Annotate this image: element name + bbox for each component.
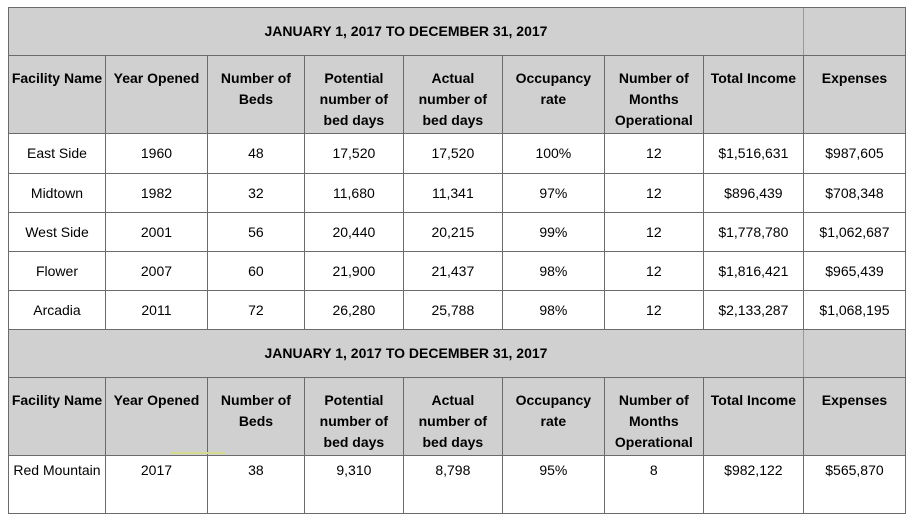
col-header: Number of Beds (207, 378, 304, 456)
cell: 38 (207, 456, 304, 514)
cell: 56 (207, 213, 304, 252)
cell: 17,520 (403, 134, 502, 174)
col-header: Number of Months Operational (604, 378, 703, 456)
col-header: Actual number of bed days (403, 378, 502, 456)
cell: 12 (604, 134, 703, 174)
cell: $987,605 (803, 134, 905, 174)
period-title: JANUARY 1, 2017 TO DECEMBER 31, 2017 (9, 8, 804, 56)
col-header: Potential number of bed days (304, 378, 403, 456)
cell: 21,437 (403, 252, 502, 291)
cell: $708,348 (803, 174, 905, 213)
period-title: JANUARY 1, 2017 TO DECEMBER 31, 2017 (9, 330, 804, 378)
cell: $2,133,287 (703, 291, 803, 330)
banner-spacer (803, 330, 905, 378)
cell: $965,439 (803, 252, 905, 291)
cell: 11,341 (403, 174, 502, 213)
table-row (9, 291, 906, 330)
cell: 98% (502, 291, 604, 330)
highlight-mark (171, 452, 225, 454)
cell: 98% (502, 252, 604, 291)
cell: 2001 (105, 213, 207, 252)
cell: 12 (604, 174, 703, 213)
header-row (9, 56, 906, 134)
cell: 1982 (105, 174, 207, 213)
cell: $1,816,421 (703, 252, 803, 291)
cell: 17,520 (304, 134, 403, 174)
col-header: Occupancy rate (502, 378, 604, 456)
cell: West Side (9, 213, 106, 252)
cell: 12 (604, 213, 703, 252)
cell: 60 (207, 252, 304, 291)
cell: Red Mountain (9, 456, 106, 514)
cell: $896,439 (703, 174, 803, 213)
cell: 8 (604, 456, 703, 514)
col-header: Total Income (703, 378, 803, 456)
header-row (9, 378, 906, 456)
cell: 72 (207, 291, 304, 330)
cell: 95% (502, 456, 604, 514)
col-header: Facility Name (9, 56, 106, 134)
cell: 25,788 (403, 291, 502, 330)
cell: Midtown (9, 174, 106, 213)
cell: 2011 (105, 291, 207, 330)
col-header: Number of Months Operational (604, 56, 703, 134)
col-header: Actual number of bed days (403, 56, 502, 134)
cell: $565,870 (803, 456, 905, 514)
cell: 21,900 (304, 252, 403, 291)
cell: $1,068,195 (803, 291, 905, 330)
table-row (9, 134, 906, 174)
cell: 11,680 (304, 174, 403, 213)
facility-table-2017-new (8, 329, 906, 514)
table-row (9, 456, 906, 514)
cell: $1,516,631 (703, 134, 803, 174)
cell: 2017 (105, 456, 207, 514)
cell: 20,215 (403, 213, 502, 252)
cell: 12 (604, 291, 703, 330)
col-header: Year Opened (105, 378, 207, 456)
table-banner (9, 8, 906, 56)
col-header: Potential number of bed days (304, 56, 403, 134)
col-header: Number of Beds (207, 56, 304, 134)
col-header: Facility Name (9, 378, 106, 456)
cell: $1,778,780 (703, 213, 803, 252)
cell: $982,122 (703, 456, 803, 514)
col-header: Expenses (803, 56, 905, 134)
col-header: Total Income (703, 56, 803, 134)
cell: $1,062,687 (803, 213, 905, 252)
table-row (9, 252, 906, 291)
cell: 99% (502, 213, 604, 252)
cell: 9,310 (304, 456, 403, 514)
table-row (9, 213, 906, 252)
cell: 12 (604, 252, 703, 291)
cell: Arcadia (9, 291, 106, 330)
cell: 100% (502, 134, 604, 174)
facility-table-2017 (8, 7, 906, 330)
cell: 20,440 (304, 213, 403, 252)
banner-spacer (803, 8, 905, 56)
cell: 8,798 (403, 456, 502, 514)
cell: 32 (207, 174, 304, 213)
table-banner (9, 330, 906, 378)
col-header: Year Opened (105, 56, 207, 134)
cell: Flower (9, 252, 106, 291)
cell: 97% (502, 174, 604, 213)
col-header: Occupancy rate (502, 56, 604, 134)
cell: 48 (207, 134, 304, 174)
cell: 2007 (105, 252, 207, 291)
cell: East Side (9, 134, 106, 174)
cell: 1960 (105, 134, 207, 174)
table-row (9, 174, 906, 213)
cell: 26,280 (304, 291, 403, 330)
col-header: Expenses (803, 378, 905, 456)
